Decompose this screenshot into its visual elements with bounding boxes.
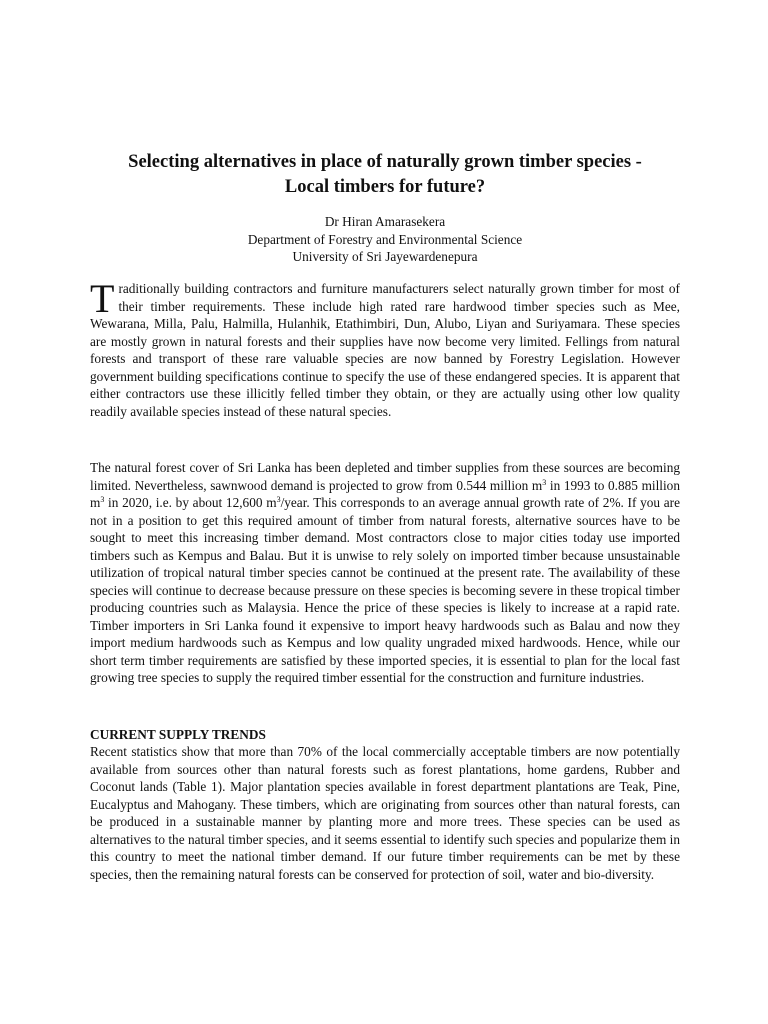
- author-university: University of Sri Jayewardenepura: [292, 249, 478, 264]
- author-department: Department of Forestry and Environmental Science: [247, 231, 523, 247]
- intro-paragraph: [90, 276, 680, 420]
- author-block: [90, 213, 680, 266]
- supply-text-1: The natural forest cover of Sri Lanka has been depleted and timber supplies from these sources are becoming limited. Nevertheless, sawnwood demand is projected to grow from 0.544 million m: [90, 460, 680, 493]
- superscript-1: 3: [542, 477, 547, 487]
- intro-text: raditionally building contractors and furniture manufacturers select naturally grown timber for most of their timber requirements. These include high rated rare hardwood timber species such as Mee, Wewarana, Milla, Palu, Halmilla, Hulanhik, Etathimbiri, Dun, Alubo, Liyan and Suriyamara. These species are mostly grown in natural forests and their supplies have now become very limited. Fellings from natural forests and transport of these rare valuable species are now banned by Forestry Legislation. However government building specifications continue to specify the use of these endangered species. It is apparent that either contractors use these illicitly felled timber they obtain, or they are actually using other low quality readily available species instead of these natural species.: [90, 281, 680, 419]
- supply-paragraph: [90, 459, 680, 687]
- author-name: Dr Hiran Amarasekera: [324, 214, 446, 229]
- supply-text-2: in 1993 to 0.885 million m: [90, 477, 680, 510]
- title-line-1: Selecting alternatives in place of naturally grown timber species -: [128, 152, 642, 172]
- drop-cap: T: [90, 276, 115, 321]
- superscript-2: 3: [100, 495, 105, 504]
- superscript-3: 3: [276, 495, 281, 504]
- document-title: [90, 150, 680, 200]
- section-heading: CURRENT SUPPLY TRENDS: [90, 727, 266, 742]
- supply-text-4: /year. This corresponds to an average annual growth rate of 2%. If you are not in a position to get this required amount of timber from natural forests, alternative sources have to be sought to meet this increasing timber demand. Most contractors close to major cities today use imported timbers such as Kempus and Balau. But it is unwise to rely solely on imported timber because unsustainable utilization of tropical natural timber species cannot be continued at the present rate. The availability of these species will continue to decrease because pressure on these species is becoming severe in these tropical timber producing countries such as Malaysia. Hence the price of these species is likely to increase at a rapid rate. Timber importers in Sri Lanka found it expensive to import heavy hardwoods such as Balau and now they import medium hardwoods such as Kempus and low quality ungraded mixed hardwoods. Hence, while our short term timber requirements are satisfied by these imported species, it is essential to plan for the local fast growing tree species to supply the required timber essential for the construction and furniture industries.: [90, 495, 681, 685]
- title-line-2: Local timbers for future?: [284, 177, 486, 197]
- supply-text-3: in 2020, i.e. by about 12,600 m: [104, 495, 277, 510]
- section-paragraph: Recent statistics show that more than 70% of the local commercially acceptable timbers are now potentially available from sources other than natural forests such as forest plantations, home gardens, Rubber and Coconut lands (Table 1). Major plantation species available in forest department plantations are Teak, Pine, Eucalyptus and Mahogany. These timbers, which are originating from sources other than natural forests, can be produced in a sustainable manner by planting more and more trees. These species can be used as alternatives to the natural timber species, and it seems essential to identify such species and popularize them in this country to meet the national timber demand. If our future timber requirements can be met by these species, then the remaining natural forests can be conserved for protection of soil, water and bio-diversity.: [90, 744, 680, 882]
